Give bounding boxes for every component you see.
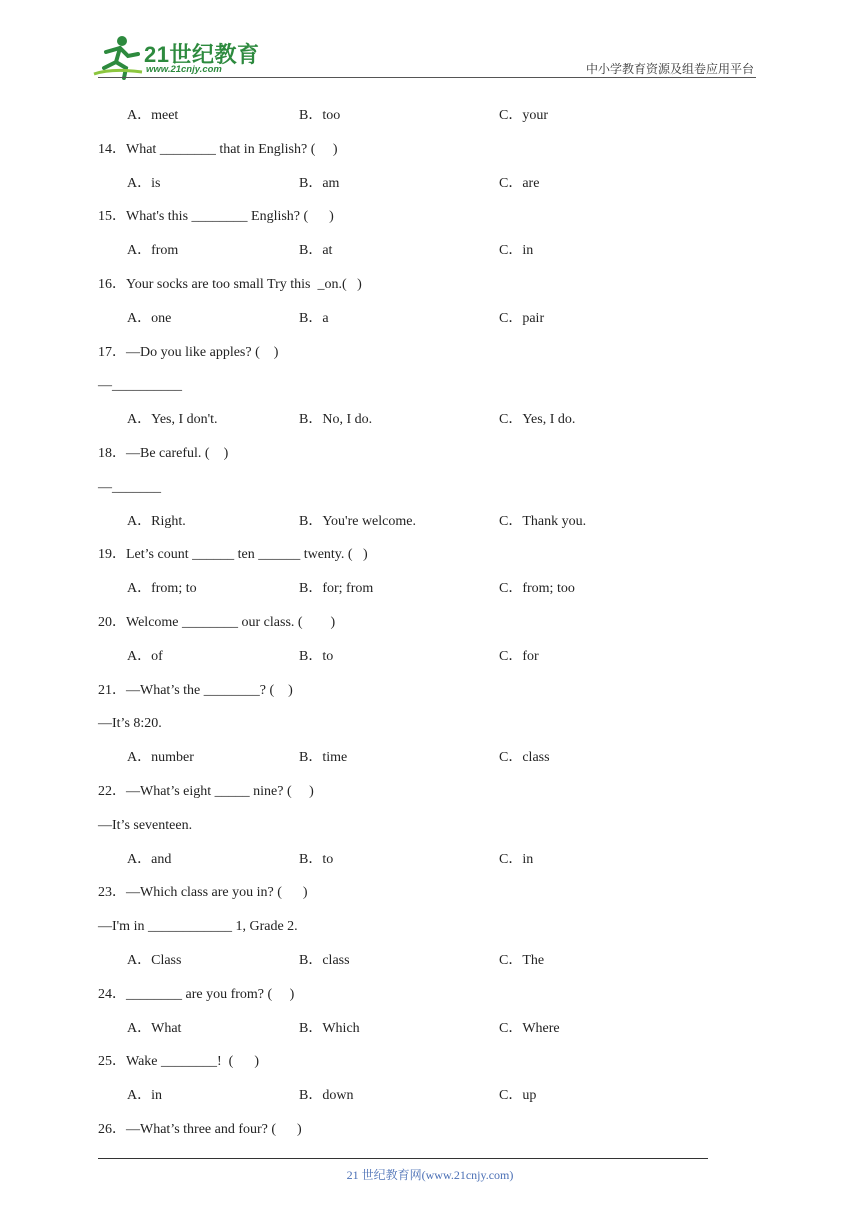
- option-c: C．pair: [499, 311, 545, 326]
- option-b: B．for; from: [299, 581, 374, 596]
- option-a: A．of: [127, 649, 163, 664]
- question-text: 23．—Which class are you in? ( ): [98, 885, 308, 900]
- option-c: C．in: [499, 852, 534, 867]
- option-b: B．to: [299, 649, 334, 664]
- option-a: A．is: [127, 176, 161, 191]
- option-c: C．Yes, I do.: [499, 412, 576, 427]
- option-c: C．for: [499, 649, 539, 664]
- option-a: A．and: [127, 852, 172, 867]
- runner-icon: [92, 34, 144, 80]
- option-c: C．from; too: [499, 581, 575, 596]
- option-b: B．Which: [299, 1021, 360, 1036]
- option-b: B．to: [299, 852, 334, 867]
- header-divider: [98, 77, 756, 78]
- option-a: A．Class: [127, 953, 182, 968]
- option-b: B．No, I do.: [299, 412, 373, 427]
- answer-line: —_______: [98, 480, 161, 495]
- option-a: A．from: [127, 243, 179, 258]
- option-c: C．in: [499, 243, 534, 258]
- option-b: B．a: [299, 311, 329, 326]
- question-text: 21．—What’s the ________? ( ): [98, 683, 293, 698]
- answer-line: —I'm in ____________ 1, Grade 2.: [98, 919, 298, 934]
- option-b: B．at: [299, 243, 333, 258]
- option-b: B．am: [299, 176, 340, 191]
- option-c: C．class: [499, 750, 550, 765]
- option-b: B．You're welcome.: [299, 514, 416, 529]
- logo-url: www.21cnjy.com: [146, 64, 222, 75]
- question-text: 19．Let’s count ______ ten ______ twenty. ( ): [98, 547, 368, 562]
- logo: [92, 34, 262, 80]
- question-text: 26．—What’s three and four? ( ): [98, 1122, 302, 1137]
- question-text: 22．—What’s eight _____ nine? ( ): [98, 784, 314, 799]
- option-c: C．The: [499, 953, 545, 968]
- question-text: 14．What ________ that in English? ( ): [98, 142, 338, 157]
- answer-line: —It’s 8:20.: [98, 716, 162, 731]
- option-a: A．in: [127, 1088, 162, 1103]
- option-a: A．Yes, I don't.: [127, 412, 218, 427]
- option-a: A．number: [127, 750, 194, 765]
- option-a: A．one: [127, 311, 172, 326]
- option-b: B．class: [299, 953, 350, 968]
- option-c: C．are: [499, 176, 540, 191]
- option-c: C．up: [499, 1088, 537, 1103]
- question-text: 16．Your socks are too small Try this _on.( ): [98, 277, 362, 292]
- header-platform-text: 中小学教育资源及组卷应用平台: [585, 62, 754, 76]
- question-text: 25．Wake ________! ( ): [98, 1054, 260, 1069]
- logo-text: 21世纪教育: [144, 42, 260, 67]
- question-text: 15．What's this ________ English? ( ): [98, 209, 334, 224]
- option-b: B．down: [299, 1088, 354, 1103]
- option-a: A．What: [127, 1021, 182, 1036]
- option-c: C．your: [499, 108, 548, 123]
- option-b: B．time: [299, 750, 348, 765]
- option-c: C．Where: [499, 1021, 560, 1036]
- option-c: C．Thank you.: [499, 514, 587, 529]
- answer-line: —It’s seventeen.: [98, 818, 193, 833]
- option-a: A．from; to: [127, 581, 197, 596]
- option-a: A．meet: [127, 108, 179, 123]
- option-a: A．Right.: [127, 514, 186, 529]
- footer-divider: [98, 1158, 708, 1159]
- footer-text: 21 世纪教育网(www.21cnjy.com): [346, 1168, 514, 1182]
- question-text: 17．—Do you like apples? ( ): [98, 345, 279, 360]
- answer-line: —__________: [98, 378, 182, 393]
- question-text: 20．Welcome ________ our class. ( ): [98, 615, 336, 630]
- question-text: 18．—Be careful. ( ): [98, 446, 229, 461]
- question-text: 24．________ are you from? ( ): [98, 987, 295, 1002]
- option-b: B．too: [299, 108, 341, 123]
- page-header: [0, 0, 860, 80]
